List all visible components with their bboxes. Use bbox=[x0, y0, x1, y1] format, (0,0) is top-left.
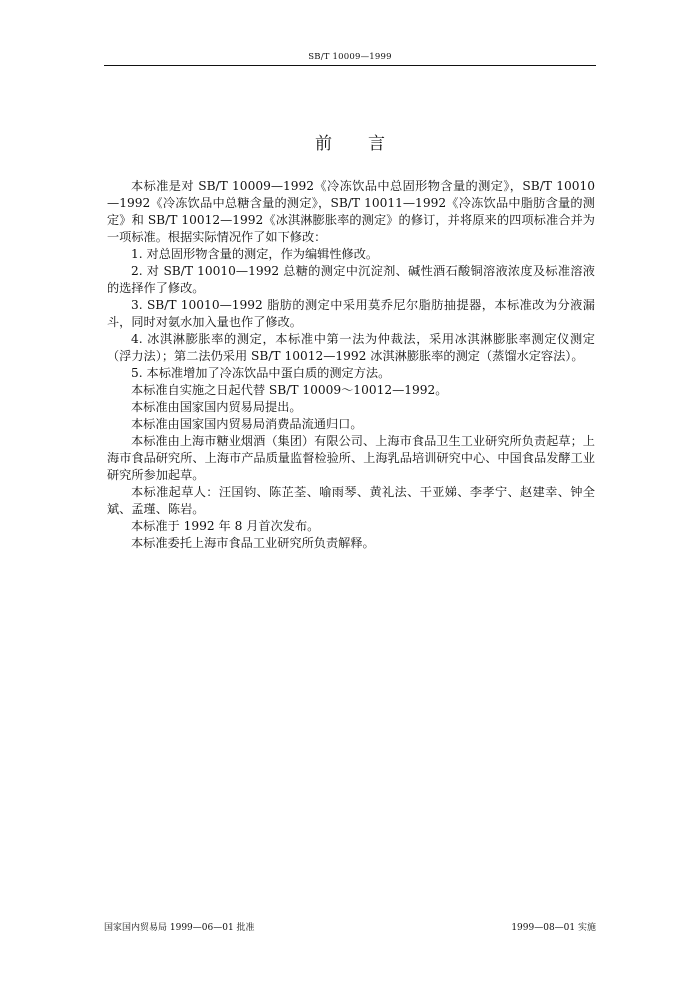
paragraph-proposed-by: 本标准由国家国内贸易局提出。 bbox=[131, 400, 302, 414]
paragraph-item-4: 4. 冰淇淋膨胀率的测定，本标准中第一法为仲裁法，采用冰淇淋膨胀率测定仪测定（浮力法）；第二法仍采用 SB/T 10012—1992 冰淇淋膨胀率的测定（蒸馏水定容法）。 bbox=[107, 332, 595, 363]
paragraph-item-2: 2. 对 SB/T 10010—1992 总糖的测定中沉淀剂、碱性酒石酸铜溶液浓度及标准溶液的选择作了修改。 bbox=[107, 264, 595, 295]
paragraph-item-5: 5. 本标准增加了冷冻饮品中蛋白质的测定方法。 bbox=[131, 366, 391, 380]
footer-approval-date: 国家国内贸易局 1999—06—01 批准 bbox=[104, 923, 255, 933]
paragraph-item-1: 1. 对总固形物含量的测定，作为编辑性修改。 bbox=[131, 247, 379, 261]
paragraph-item-3: 3. SB/T 10010—1992 脂肪的测定中采用莫乔尼尔脂肪抽提器，本标准改为分液漏斗，同时对氨水加入量也作了修改。 bbox=[107, 298, 595, 329]
paragraph-replaces: 本标准自实施之日起代替 SB/T 10009～10012—1992。 bbox=[131, 383, 448, 397]
paragraph-drafted-by: 本标准由上海市糖业烟酒（集团）有限公司、上海市食品卫生工业研究所负责起草；上海市食品研究所、上海市产品质量监督检验所、上海乳品培训研究中心、中国食品发酵工业研究所参加起草。 bbox=[107, 434, 595, 482]
foreword-body bbox=[107, 178, 595, 552]
paragraph-intro: 本标准是对 SB/T 10009—1992《冷冻饮品中总固形物含量的测定》，SB/T 10010—1992《冷冻饮品中总糖含量的测定》，SB/T 10011—1992《冷冻饮品中脂肪含量的测定》和 SB/T 10012—1992《冰淇淋膨胀率的测定》的修订，并将原来的四项标准合并为一项标准。根据实际情况作了如下修改： bbox=[107, 179, 595, 244]
header-rule bbox=[104, 65, 596, 66]
paragraph-drafters: 本标准起草人：汪国钧、陈芷荃、喻雨琴、黄礼法、干亚娣、李孝宁、赵建幸、钟全斌、孟瑾、陈岩。 bbox=[107, 485, 595, 516]
page-title: 前言 bbox=[315, 134, 421, 154]
paragraph-interpretation: 本标准委托上海市食品工业研究所负责解释。 bbox=[131, 536, 375, 550]
footer-effective-date: 1999—08—01 实施 bbox=[511, 923, 596, 933]
paragraph-centralized-by: 本标准由国家国内贸易局消费品流通归口。 bbox=[131, 417, 363, 431]
paragraph-first-published: 本标准于 1992 年 8 月首次发布。 bbox=[131, 519, 320, 533]
header-standard-code: SB/T 10009—1999 bbox=[308, 52, 392, 62]
